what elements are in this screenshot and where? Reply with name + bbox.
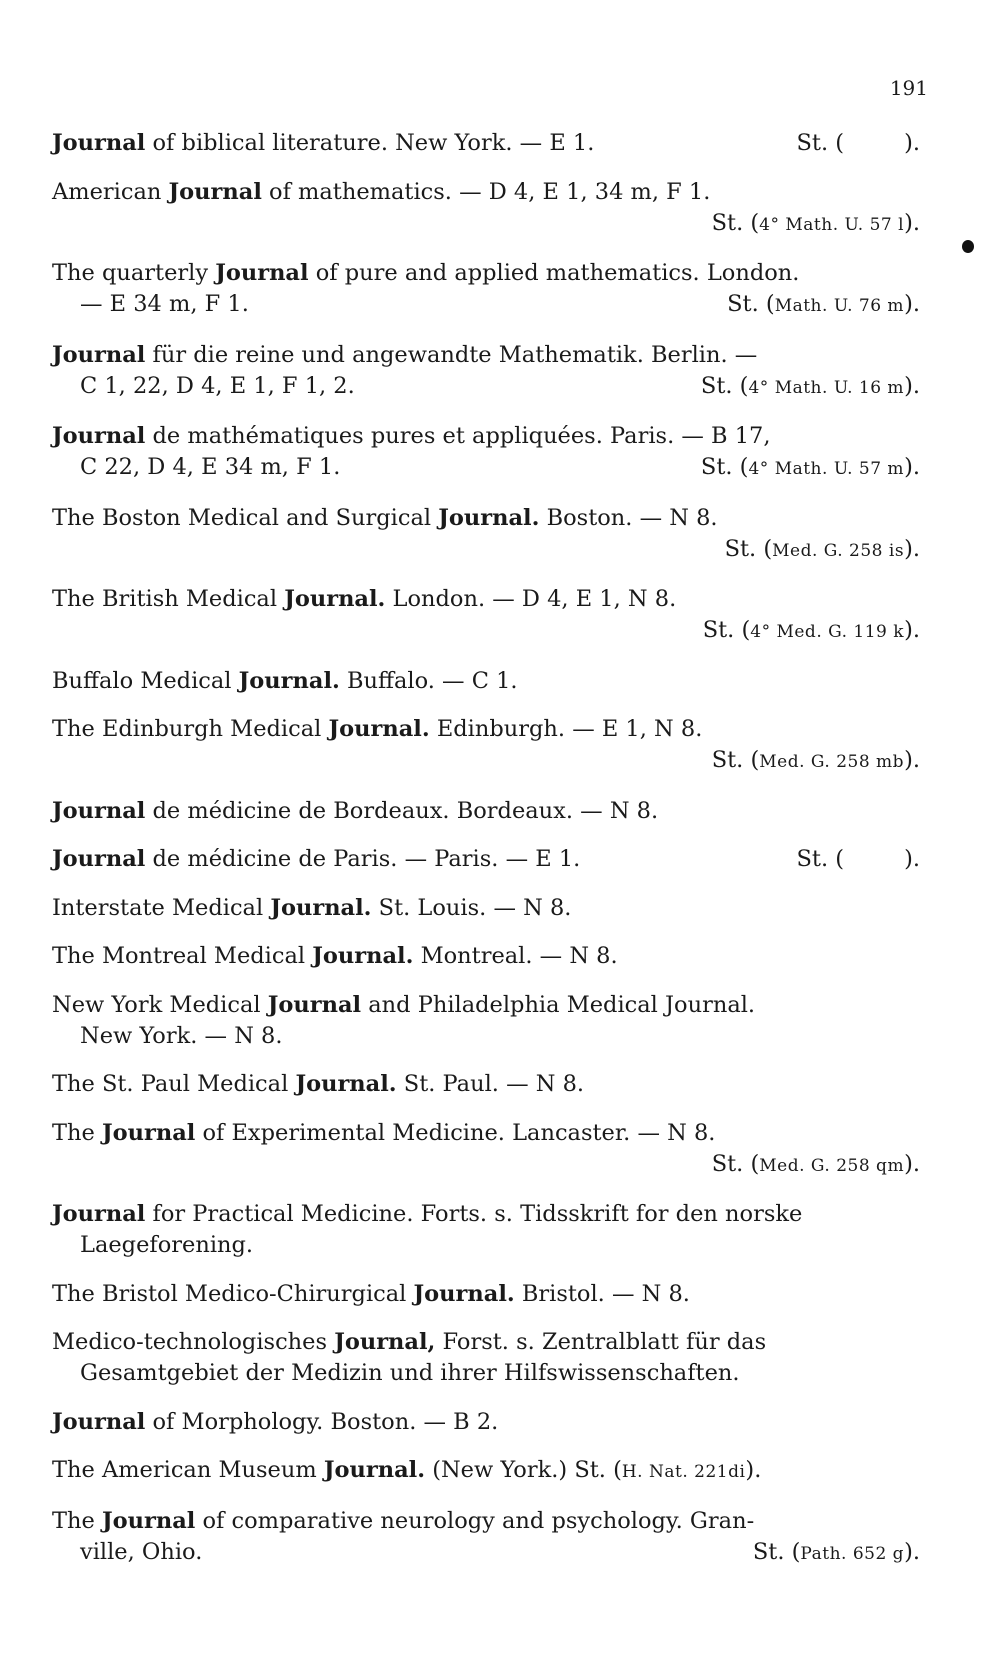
journal-entry — [52, 258, 920, 322]
entry-line — [52, 1199, 920, 1230]
journal-keyword: Journal — [168, 178, 262, 205]
entry-text — [52, 844, 580, 875]
entry-text-part: ville, Ohio. — [80, 1538, 203, 1565]
shelfmark-label: St. — [796, 846, 829, 872]
shelfmark-label: St. — [724, 535, 757, 562]
shelfmark-label: St. — [702, 617, 735, 643]
journal-keyword: Journal — [52, 797, 146, 824]
shelfmark-paren: ( — [758, 291, 775, 317]
entry-text-part: The Bristol Medico-Chirurgical — [52, 1280, 414, 1307]
entry-line — [52, 1455, 920, 1488]
shelfmark-call-number: Math. U. 76 m — [774, 296, 905, 316]
entry-text — [80, 452, 340, 485]
shelfmark-paren: ). — [745, 1457, 762, 1483]
entry-line — [52, 796, 920, 827]
entry-text — [52, 1281, 690, 1307]
journal-entry — [52, 1455, 920, 1488]
entry-text-part: Gesamtgebiet der Medizin und ihrer Hilfswissenschaften. — [80, 1360, 740, 1386]
entry-line — [52, 1279, 920, 1310]
entry-text — [52, 895, 571, 921]
journal-keyword: Journal. — [295, 1071, 397, 1097]
shelfmark — [753, 1537, 920, 1570]
entry-line — [52, 128, 920, 159]
entry-text-part: of Morphology. Boston. — B 2. — [145, 1408, 499, 1435]
entry-line — [52, 615, 920, 648]
entry-text-part: The Edinburgh Medical — [52, 716, 329, 742]
journal-entry — [52, 666, 920, 697]
shelfmark-call-number: Path. 652 g — [800, 1543, 905, 1564]
entry-text — [52, 1201, 802, 1227]
shelfmark-paren: ( — [784, 1538, 801, 1565]
entry-text-part: Laegeforening. — [80, 1232, 254, 1258]
shelfmark-call-number: Med. G. 258 qm — [759, 1155, 905, 1176]
shelfmark-call-number: 4° Math. U. 16 m — [748, 377, 905, 398]
entry-text-part: Edinburgh. — E 1, N 8. — [429, 716, 703, 742]
entry-text — [52, 668, 518, 694]
entry-text — [52, 1329, 766, 1355]
journal-entry — [52, 421, 920, 485]
entry-text — [52, 1508, 754, 1534]
entry-line — [52, 584, 920, 615]
entry-line — [52, 1506, 920, 1537]
entry-line — [52, 208, 920, 241]
entry-text-part: for Practical Medicine. Forts. s. Tidsskrift for den norske — [145, 1201, 803, 1227]
shelfmark-call-number: 4° Med. G. 119 k — [750, 622, 905, 642]
journal-keyword: Journal. — [312, 943, 414, 969]
entry-text-part: C 1, 22, D 4, E 1, F 1, 2. — [80, 372, 355, 399]
shelfmark-label: St. — [796, 130, 829, 156]
entry-line — [52, 258, 920, 289]
shelfmark — [727, 289, 920, 322]
journal-keyword: Journal, — [334, 1329, 436, 1355]
journal-keyword: Journal — [52, 341, 146, 368]
shelfmark-label: St. — [752, 1538, 785, 1565]
entry-line — [52, 421, 920, 452]
entry-text-part: Buffalo Medical — [52, 667, 239, 694]
entry-line — [52, 990, 920, 1021]
entry-text-part: The quarterly — [52, 260, 216, 286]
journal-entry — [52, 1118, 920, 1182]
entry-line — [52, 666, 920, 697]
journal-entry — [52, 714, 920, 778]
journal-entry — [52, 844, 920, 875]
journal-keyword: Journal. — [438, 504, 540, 531]
entry-text-part: de mathématiques pures et appliquées. Paris. — B 17, — [145, 423, 771, 449]
journal-keyword: Journal. — [323, 1457, 426, 1483]
entry-line — [52, 177, 920, 208]
entry-line — [52, 1118, 920, 1149]
entry-text-part: St. Paul. — N 8. — [396, 1071, 585, 1097]
entry-line — [52, 1358, 920, 1389]
shelfmark-label: St. — [711, 209, 744, 236]
entry-text — [52, 586, 676, 612]
shelfmark-paren: ). — [904, 1538, 920, 1565]
journal-keyword: Journal — [101, 1507, 196, 1534]
entry-line — [52, 714, 920, 745]
shelfmark — [797, 844, 920, 875]
shelfmark — [701, 371, 920, 404]
shelfmark-paren: ). — [904, 454, 920, 480]
entry-line — [52, 1021, 920, 1052]
entry-text — [52, 1120, 715, 1146]
shelfmark-call-number: Med. G. 258 mb — [759, 752, 905, 772]
shelfmark-paren: ( — [732, 454, 749, 480]
shelfmark — [701, 452, 920, 485]
entry-text-part: de médicine de Bordeaux. Bordeaux. — N 8. — [145, 797, 659, 824]
entry-text-part: New York Medical — [52, 991, 268, 1018]
entry-text — [52, 716, 702, 742]
page-number: 191 — [889, 76, 928, 100]
entry-text-part: American — [52, 178, 169, 205]
entry-text-part: The — [52, 1119, 102, 1146]
entry-line — [52, 340, 920, 371]
entry-text-part: of biblical literature. New York. — E 1. — [145, 130, 595, 156]
journal-entry — [52, 1199, 920, 1261]
shelfmark-paren: ( — [743, 1150, 760, 1177]
entry-text-part: The — [52, 1507, 102, 1534]
entry-text-part: Interstate Medical — [52, 894, 271, 921]
entry-text — [52, 1409, 498, 1435]
entry-text-part: of Experimental Medicine. Lancaster. — N 8. — [195, 1119, 716, 1146]
entry-text-part: de médicine de Paris. — Paris. — E 1. — [145, 846, 581, 872]
shelfmark-paren: ). — [904, 291, 920, 317]
entry-text-part: London. — D 4, E 1, N 8. — [385, 586, 677, 612]
entry-text — [80, 1023, 283, 1049]
journal-entry — [52, 177, 920, 241]
journal-keyword: Journal — [267, 991, 362, 1018]
entry-text-part: Boston. — N 8. — [539, 504, 718, 531]
entry-text-part: C 22, D 4, E 34 m, F 1. — [80, 454, 341, 480]
shelfmark-paren: ( — [828, 846, 845, 872]
entry-text-part: für die reine und angewandte Mathematik. Berlin. — — [145, 341, 758, 368]
journal-entry — [52, 340, 920, 404]
shelfmark — [712, 747, 920, 773]
entry-text — [80, 1232, 253, 1258]
shelfmark-paren: ( — [743, 747, 760, 773]
entry-text — [52, 505, 718, 531]
shelfmark-call-number: Med. G. 258 is — [772, 540, 905, 561]
entry-text-part: Buffalo. — C 1. — [339, 667, 518, 694]
entry-text-part: and Philadelphia Medical Journal. — [361, 991, 756, 1018]
journal-keyword: Journal — [52, 423, 146, 449]
entry-line — [52, 534, 920, 567]
entry-text-part: St. Louis. — N 8. — [371, 894, 572, 921]
shelfmark-paren: ). — [904, 747, 920, 773]
journal-keyword: Journal. — [238, 667, 340, 694]
entry-line — [52, 745, 920, 778]
entry-line — [52, 1327, 920, 1358]
shelfmark-call-number: 4° Math. U. 57 l — [759, 214, 905, 235]
shelfmark-paren: ( — [734, 617, 751, 643]
entry-text — [52, 798, 658, 824]
journal-entry — [52, 128, 920, 159]
shelfmark — [712, 210, 920, 236]
journal-keyword: Journal. — [284, 586, 386, 612]
journal-entry — [52, 1506, 920, 1570]
shelfmark — [797, 128, 920, 159]
entry-line — [52, 503, 920, 534]
journal-entry — [52, 941, 920, 972]
entry-line — [52, 941, 920, 972]
shelfmark-paren: ( — [756, 535, 773, 562]
entry-text-part: of comparative neurology and psychology. Gran- — [195, 1507, 755, 1534]
shelfmark-paren: ( — [605, 1457, 622, 1483]
entry-text-part: The British Medical — [52, 586, 285, 612]
entry-line — [52, 1407, 920, 1438]
entry-line — [52, 1069, 920, 1100]
entry-line — [52, 893, 920, 924]
shelfmark-paren: ). — [904, 130, 920, 156]
journal-entry — [52, 990, 920, 1052]
journal-keyword: Journal — [52, 130, 146, 156]
entry-text-part: The Boston Medical and Surgical — [52, 504, 439, 531]
shelfmark-label: St. — [574, 1457, 606, 1483]
shelfmark-paren: ). — [904, 535, 920, 562]
shelfmark-paren: ( — [743, 209, 760, 236]
entry-text — [80, 371, 355, 404]
entry-line — [52, 371, 920, 404]
entry-text-part: The American Museum — [52, 1457, 324, 1483]
entry-line — [52, 1149, 920, 1182]
entry-text — [52, 128, 594, 159]
shelfmark-paren: ). — [904, 209, 920, 236]
shelfmark-paren: ( — [828, 130, 845, 156]
shelfmark — [712, 1151, 920, 1177]
journal-keyword: Journal. — [270, 894, 372, 921]
entry-text-part: Forst. s. Zentralblatt für das — [435, 1329, 767, 1355]
entry-text — [52, 1071, 584, 1097]
entry-text — [80, 1360, 740, 1386]
journal-entry — [52, 1327, 920, 1389]
journal-entry — [52, 1279, 920, 1310]
entry-text — [52, 423, 771, 449]
journal-keyword: Journal — [215, 260, 309, 286]
shelfmark-paren: ). — [904, 372, 920, 399]
entry-text-part: The Montreal Medical — [52, 943, 313, 969]
journal-entry — [52, 503, 920, 567]
journal-entry — [52, 796, 920, 827]
entry-text — [52, 342, 757, 368]
margin-dot — [962, 240, 974, 253]
journal-keyword: Journal. — [328, 716, 430, 742]
shelfmark — [725, 536, 920, 562]
entry-text-part: of mathematics. — D 4, E 1, 34 m, F 1. — [261, 178, 711, 205]
journal-entry — [52, 1407, 920, 1438]
entry-text-part: Montreal. — N 8. — [413, 943, 618, 969]
entry-text-part: New York. — N 8. — [80, 1022, 283, 1049]
shelfmark-call-number: H. Nat. 221di — [621, 1462, 746, 1482]
entry-text — [52, 260, 799, 286]
journal-entry — [52, 584, 920, 648]
journal-keyword: Journal — [52, 846, 146, 872]
entry-text-part: (New York.) — [425, 1457, 575, 1483]
entry-line — [52, 1230, 920, 1261]
entry-line — [52, 1537, 920, 1570]
entry-text-part: — E 34 m, F 1. — [80, 291, 249, 317]
shelfmark-label: St. — [711, 1150, 744, 1177]
shelfmark-call-number: 4° Math. U. 57 m — [748, 459, 905, 479]
shelfmark — [703, 617, 920, 643]
shelfmark-label: St. — [700, 454, 733, 480]
shelfmark — [574, 1457, 761, 1483]
shelfmark-label: St. — [727, 291, 759, 317]
entry-line — [52, 289, 920, 322]
entry-text — [52, 1457, 574, 1483]
entry-line — [52, 844, 920, 875]
entry-text — [52, 992, 755, 1018]
entry-text-part: Medico-technologisches — [52, 1329, 335, 1355]
journal-list — [52, 128, 920, 1587]
entry-text — [80, 1537, 202, 1570]
journal-keyword: Journal — [52, 1201, 146, 1227]
journal-keyword: Journal — [101, 1119, 196, 1146]
entry-text-part: of pure and applied mathematics. London. — [308, 260, 800, 286]
shelfmark-paren: ). — [904, 1150, 920, 1177]
journal-entry — [52, 1069, 920, 1100]
shelfmark-label: St. — [700, 372, 733, 399]
shelfmark-paren: ). — [904, 617, 920, 643]
journal-keyword: Journal — [52, 1408, 146, 1435]
journal-entry — [52, 893, 920, 924]
entry-text — [80, 289, 249, 322]
shelfmark-paren: ( — [732, 372, 749, 399]
entry-text — [52, 943, 618, 969]
entry-text-part: The St. Paul Medical — [52, 1071, 296, 1097]
journal-keyword: Journal. — [413, 1280, 515, 1307]
entry-text — [52, 179, 710, 205]
shelfmark-paren: ). — [904, 846, 920, 872]
entry-text-part: Bristol. — N 8. — [514, 1280, 690, 1307]
shelfmark-label: St. — [711, 747, 744, 773]
entry-line — [52, 452, 920, 485]
